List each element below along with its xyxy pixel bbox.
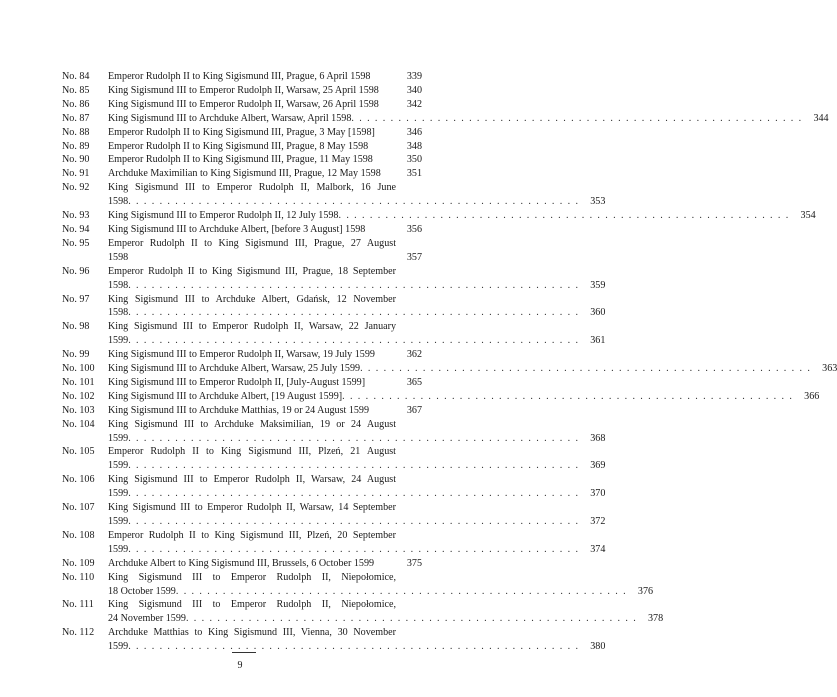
toc-entry xyxy=(62,598,664,626)
entry-page: 366 xyxy=(804,390,820,402)
dot-leader: . . . . . . . . . . . . . . . . . . . . . . . . . . . . . . . . . . . . . . . . . . . . . . . . . . . . . . . . . . xyxy=(128,488,580,500)
entry-page: 363 xyxy=(822,363,837,375)
toc-entry xyxy=(62,348,422,362)
toc-entry xyxy=(62,70,422,84)
entry-title: King Sigismund III to Emperor Rudolph II, Warsaw, 24 August xyxy=(108,474,396,486)
entry-title: Archduke Matthias to King Sigismund III, Vienna, 30 November xyxy=(108,627,396,639)
entry-title: King Sigismund III to Emperor Rudolph II, Warsaw, 25 April 1598 xyxy=(108,84,379,96)
entry-title: King Sigismund III to Emperor Rudolph II, Malbork, 16 June xyxy=(108,182,396,194)
entry-title: King Sigismund III to Archduke Albert, [19 August 1599] xyxy=(108,390,343,402)
entry-number: No. 107 xyxy=(62,502,95,514)
entry-page: 359 xyxy=(590,279,606,291)
entry-number: No. 94 xyxy=(62,223,90,235)
entry-page: 354 xyxy=(800,210,816,222)
entry-number: No. 92 xyxy=(62,182,90,194)
dot-leader: . . . . . . . . . . . . . . . . . . . . . . . . . . . . . . . . . . . . . . . . . . . . . . . . . . . . . . . . . . xyxy=(351,112,803,124)
toc-entry xyxy=(62,390,820,404)
entry-number: No. 112 xyxy=(62,627,95,639)
entry-number: No. 96 xyxy=(62,265,90,277)
entry-number: No. 105 xyxy=(62,446,95,458)
dot-leader: . . . . . . . . . . . . . . . . . . . . . . . . . . . . . . . . . . . . . . . . . . . . . . . . . . . . . . . . . . xyxy=(185,613,638,625)
entry-title: King Sigismund III to Emperor Rudolph II, [July-August 1599] xyxy=(108,376,366,388)
entry-title: Archduke Maximilian to King Sigismund III, Prague, 12 May 1598 xyxy=(108,168,381,180)
dot-leader: . . . . . . . . . . . . . . . . . . . . . . . . . . . . . . . . . . . . . . . . . . . . . . . . . . . . . . . . . . xyxy=(128,432,580,444)
entry-title: King Sigismund III to Emperor Rudolph II, Warsaw, 19 July 1599 xyxy=(108,349,375,361)
toc-entry xyxy=(62,98,422,112)
entry-title: King Sigismund III to Emperor Rudolph II, Warsaw, 22 January xyxy=(108,321,396,333)
dot-leader: . . . . . . . . . . . . . . . . . . . . . . . . . . . . . . . . . . . . . . . . . . . . . . . . . . . . . . . . . . xyxy=(338,210,790,222)
dot-leader: . . . . . . . . . . . . . . . . . . . . . . . . . . . . . . . . . . . . . . . . . . . . . . . . . . . . . . . . . . xyxy=(128,335,580,347)
entry-title: Emperor Rudolph II to King Sigismund III, Prague, 18 September xyxy=(108,265,396,277)
entry-title: King Sigismund III to Emperor Rudolph II, Warsaw, 14 September xyxy=(108,502,396,514)
dot-leader: . . . . . . . . . . . . . . . . . . . . . . . . . . . . . . . . . . . . . . . . . . . . . . . . . . . . . . . . . . xyxy=(175,585,628,597)
toc-entry xyxy=(62,153,422,167)
entry-title: 1599 xyxy=(108,543,129,555)
page-number: 9 xyxy=(237,660,243,671)
dot-leader: . . . . . . . . . . . . . . . . . . . . . . . . . . . . . . . . . . . . . . . . . . . . . . . . . . . . . . . . . . xyxy=(360,363,812,375)
toc-entry xyxy=(62,501,606,529)
entry-page: 368 xyxy=(590,432,606,444)
entry-page: 346 xyxy=(406,126,422,138)
entry-title: Emperor Rudolph II to King Sigismund III, Prague, 11 May 1598 xyxy=(108,154,373,166)
toc-entry xyxy=(62,126,422,140)
entry-number: No. 111 xyxy=(62,599,94,611)
toc-entry xyxy=(62,571,654,599)
toc-entry xyxy=(62,473,606,501)
dot-leader: . . . . . . . . . . . . . . . . . . . . . . . . . . . . . . . . . . . . . . . . . . . . . . . . . . . . . . . . . . xyxy=(128,543,580,555)
dot-leader: . . . . . . . . . . . . . . . . . . . . . . . . . . . . . . . . . . . . . . . . . . . . . . . . . . . . . . . . . . xyxy=(128,307,580,319)
entry-number: No. 98 xyxy=(62,321,90,333)
entry-title: 1599 xyxy=(108,641,129,653)
toc-entry xyxy=(62,140,422,154)
table-of-contents xyxy=(62,70,837,654)
entry-number: No. 91 xyxy=(62,168,90,180)
entry-title: 1599 xyxy=(108,488,129,500)
entry-title: King Sigismund III to Archduke Matthias, 19 or 24 August 1599 xyxy=(108,404,370,416)
entry-page: 375 xyxy=(406,557,422,569)
entry-page: 356 xyxy=(406,223,422,235)
entry-number: No. 101 xyxy=(62,376,95,388)
entry-number: No. 88 xyxy=(62,126,90,138)
entry-number: No. 104 xyxy=(62,418,95,430)
entry-number: No. 102 xyxy=(62,390,95,402)
toc-entry xyxy=(62,237,422,265)
entry-page: 348 xyxy=(406,140,422,152)
dot-leader: . . . . . . . . . . . . . . . . . . . . . . . . . . . . . . . . . . . . . . . . . . . . . . . . . . . . . . . . . . xyxy=(342,390,794,402)
entry-title: Emperor Rudolph II to King Sigismund III, Plzeń, 21 August xyxy=(108,446,396,458)
toc-entry xyxy=(62,167,422,181)
entry-page: 344 xyxy=(813,112,829,124)
toc-entry xyxy=(62,84,422,98)
toc-entry xyxy=(62,626,606,654)
entry-page: 369 xyxy=(590,460,606,472)
entry-number: No. 110 xyxy=(62,571,95,583)
entry-page: 378 xyxy=(648,613,664,625)
entry-title: King Sigismund III to Emperor Rudolph II, 12 July 1598 xyxy=(108,210,339,222)
entry-number: No. 84 xyxy=(62,71,90,82)
entry-title: Emperor Rudolph II to King Sigismund III, Prague, 27 August xyxy=(108,237,396,249)
entry-title: King Sigismund III to Emperor Rudolph II, Niepołomice, xyxy=(108,571,396,583)
dot-leader: . . . . . . . . . . . . . . . . . . . . . . . . . . . . . . . . . . . . . . . . . . . . . . . . . . . . . . . . . . xyxy=(128,516,580,527)
toc-entry xyxy=(62,418,606,446)
dot-leader: . . . . . . . . . . . . . . . . . . . . . . . . . . . . . . . . . . . . . . . . . . . . . . . . . . . . . . . . . . xyxy=(128,460,580,472)
entry-page: 370 xyxy=(590,488,606,500)
dot-leader: . . . . . . . . . . . . . . . . . . . . . . . . . . . . . . . . . . . . . . . . . . . . . . . . . . . . . . . . . . xyxy=(128,641,580,653)
entry-title: King Sigismund III to Archduke Albert, Warsaw, April 1598 xyxy=(108,112,352,124)
entry-title: 1599 xyxy=(108,516,129,527)
entry-title: 1598 xyxy=(108,251,129,263)
entry-number: No. 87 xyxy=(62,112,90,124)
toc-entry xyxy=(62,209,816,223)
toc-entry xyxy=(62,181,606,209)
entry-title: King Sigismund III to Archduke Albert, Gdańsk, 12 November xyxy=(108,293,396,305)
toc-entry xyxy=(62,265,606,293)
entry-title: 1599 xyxy=(108,432,129,444)
dot-leader: . . . . . . . . . . . . . . . . . . . . . . . . . . . . . . . . . . . . . . . . . . . . . . . . . . . . . . . . . . xyxy=(128,196,580,208)
entry-page: 367 xyxy=(406,404,422,416)
entry-number: No. 85 xyxy=(62,84,90,96)
entry-title: Emperor Rudolph II to King Sigismund III, Prague, 6 April 1598 xyxy=(108,71,371,82)
toc-entry xyxy=(62,293,606,321)
entry-title: 1599 xyxy=(108,335,129,347)
entry-title: King Sigismund III to Archduke Maksimilian, 19 or 24 August xyxy=(108,418,396,430)
toc-entry xyxy=(62,112,829,126)
entry-page: 376 xyxy=(637,585,654,597)
entry-page: 365 xyxy=(406,376,422,388)
entry-title: King Sigismund III to Archduke Albert, [before 3 August] 1598 xyxy=(108,223,366,235)
entry-number: No. 89 xyxy=(62,140,90,152)
entry-number: No. 95 xyxy=(62,237,90,249)
entry-number: No. 97 xyxy=(62,293,90,305)
entry-title: 1598 xyxy=(108,279,129,291)
entry-title: 18 October 1599 xyxy=(108,585,176,597)
entry-page: 339 xyxy=(406,71,422,82)
entry-number: No. 103 xyxy=(62,404,95,416)
entry-number: No. 99 xyxy=(62,349,90,361)
entry-number: No. 100 xyxy=(62,363,95,375)
toc-entry xyxy=(62,376,422,390)
entry-number: No. 90 xyxy=(62,154,90,166)
entry-page: 380 xyxy=(590,641,606,653)
entry-number: No. 106 xyxy=(62,474,95,486)
entry-title: King Sigismund III to Emperor Rudolph II, Niepołomice, xyxy=(108,599,396,611)
dot-leader: . . . . . . . . . . . . . . . . . . . . . . . . . . . . . . . . . . . . . . . . . . . . . . . . . . . . . . . . . . xyxy=(128,279,580,291)
entry-title: 1598 xyxy=(108,307,129,319)
toc-entry xyxy=(62,557,422,571)
entry-title: King Sigismund III to Emperor Rudolph II, Warsaw, 26 April 1598 xyxy=(108,98,379,110)
entry-number: No. 109 xyxy=(62,557,95,569)
entry-title: 1599 xyxy=(108,460,129,472)
entry-page: 351 xyxy=(406,168,422,180)
entry-number: No. 108 xyxy=(62,529,95,541)
toc-entry xyxy=(62,404,422,418)
entry-page: 362 xyxy=(406,349,422,361)
toc-entry xyxy=(62,445,606,473)
entry-title: Emperor Rudolph II to King Sigismund III, Plzeń, 20 September xyxy=(108,529,396,541)
entry-page: 372 xyxy=(590,516,606,527)
entry-page: 342 xyxy=(406,98,422,110)
entry-page: 350 xyxy=(406,154,422,166)
entry-page: 357 xyxy=(406,251,422,263)
entry-number: No. 86 xyxy=(62,98,90,110)
entry-title: Emperor Rudolph II to King Sigismund III, Prague, 8 May 1598 xyxy=(108,140,369,152)
entry-page: 374 xyxy=(590,543,606,555)
toc-entry xyxy=(62,320,606,348)
entry-title: 24 November 1599 xyxy=(108,613,186,625)
entry-page: 361 xyxy=(590,335,606,347)
entry-page: 340 xyxy=(406,84,422,96)
entry-page: 353 xyxy=(590,196,606,208)
footer-rule xyxy=(232,652,256,653)
toc-entry xyxy=(62,362,837,376)
entry-title: 1598 xyxy=(108,196,129,208)
entry-title: King Sigismund III to Archduke Albert, Warsaw, 25 July 1599 xyxy=(108,363,361,375)
toc-entry xyxy=(62,223,422,237)
toc-entry xyxy=(62,529,606,557)
entry-title: Emperor Rudolph II to King Sigismund III, Prague, 3 May [1598] xyxy=(108,126,375,138)
entry-title: Archduke Albert to King Sigismund III, Brussels, 6 October 1599 xyxy=(108,557,375,569)
entry-page: 360 xyxy=(590,307,606,319)
entry-number: No. 93 xyxy=(62,210,90,222)
